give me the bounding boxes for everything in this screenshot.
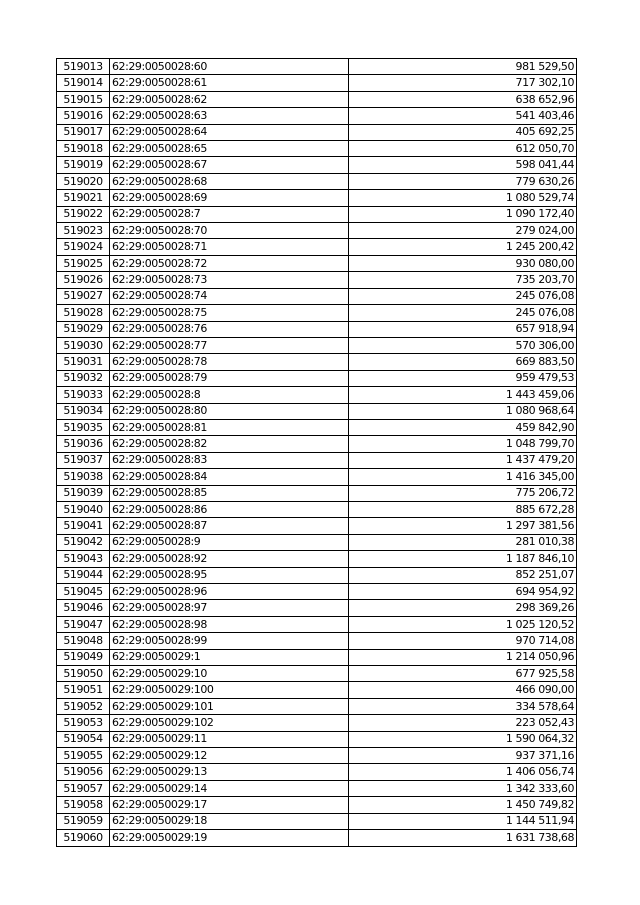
table-row [57, 157, 577, 173]
cadastral-value-cell: 1 450 749,82 [349, 797, 577, 813]
cadastral-value-cell: 1 245 200,42 [349, 239, 577, 255]
cadastral-number-cell: 62:29:0050028:70 [110, 223, 349, 239]
cadastral-value-cell: 334 578,64 [349, 698, 577, 714]
cadastral-number-cell: 62:29:0050028:9 [110, 534, 349, 550]
table-row [57, 731, 577, 747]
cadastral-number-cell: 62:29:0050028:65 [110, 141, 349, 157]
row-number-cell: 519053 [57, 715, 110, 731]
cadastral-number-cell: 62:29:0050029:17 [110, 797, 349, 813]
row-number-cell: 519054 [57, 731, 110, 747]
cadastral-number-cell: 62:29:0050028:80 [110, 403, 349, 419]
table-row [57, 75, 577, 91]
row-number-cell: 519030 [57, 337, 110, 353]
row-number-cell: 519038 [57, 469, 110, 485]
cadastral-number-cell: 62:29:0050028:60 [110, 59, 349, 75]
table-row [57, 452, 577, 468]
table-row [57, 403, 577, 419]
table-row [57, 173, 577, 189]
cadastral-value-cell: 852 251,07 [349, 567, 577, 583]
row-number-cell: 519014 [57, 75, 110, 91]
row-number-cell: 519018 [57, 141, 110, 157]
row-number-cell: 519037 [57, 452, 110, 468]
table-row [57, 649, 577, 665]
cadastral-number-cell: 62:29:0050029:13 [110, 764, 349, 780]
cadastral-value-cell: 405 692,25 [349, 124, 577, 140]
cadastral-number-cell: 62:29:0050028:72 [110, 255, 349, 271]
cadastral-value-cell: 1 631 738,68 [349, 830, 577, 846]
table-row [57, 698, 577, 714]
table-row [57, 108, 577, 124]
table-row [57, 419, 577, 435]
row-number-cell: 519027 [57, 288, 110, 304]
row-number-cell: 519046 [57, 600, 110, 616]
row-number-cell: 519056 [57, 764, 110, 780]
row-number-cell: 519042 [57, 534, 110, 550]
cadastral-value-cell: 885 672,28 [349, 501, 577, 517]
table-row [57, 206, 577, 222]
table-body [57, 59, 577, 847]
cadastral-value-cell: 694 954,92 [349, 584, 577, 600]
cadastral-value-cell: 1 080 529,74 [349, 190, 577, 206]
cadastral-value-cell: 1 187 846,10 [349, 551, 577, 567]
table-row [57, 567, 577, 583]
table-row [57, 288, 577, 304]
cadastral-value-cell: 1 416 345,00 [349, 469, 577, 485]
cadastral-value-cell: 541 403,46 [349, 108, 577, 124]
cadastral-value-cell: 1 090 172,40 [349, 206, 577, 222]
cadastral-number-cell: 62:29:0050028:78 [110, 354, 349, 370]
table-row [57, 830, 577, 846]
cadastral-number-cell: 62:29:0050028:8 [110, 387, 349, 403]
cadastral-value-cell: 1 144 511,94 [349, 813, 577, 829]
cadastral-value-cell: 970 714,08 [349, 633, 577, 649]
cadastral-value-cell: 279 024,00 [349, 223, 577, 239]
cadastral-value-cell: 1 025 120,52 [349, 616, 577, 632]
row-number-cell: 519024 [57, 239, 110, 255]
cadastral-value-cell: 959 479,53 [349, 370, 577, 386]
cadastral-value-cell: 981 529,50 [349, 59, 577, 75]
table-row [57, 797, 577, 813]
cadastral-number-cell: 62:29:0050028:92 [110, 551, 349, 567]
table-row [57, 190, 577, 206]
cadastral-value-cell: 1 406 056,74 [349, 764, 577, 780]
cadastral-value-cell: 1 342 333,60 [349, 780, 577, 796]
table-row [57, 272, 577, 288]
table-row [57, 551, 577, 567]
table-row [57, 501, 577, 517]
cadastral-value-cell: 1 590 064,32 [349, 731, 577, 747]
table-row [57, 305, 577, 321]
row-number-cell: 519057 [57, 780, 110, 796]
row-number-cell: 519017 [57, 124, 110, 140]
cadastral-number-cell: 62:29:0050028:69 [110, 190, 349, 206]
cadastral-value-cell: 779 630,26 [349, 173, 577, 189]
cadastral-number-cell: 62:29:0050028:77 [110, 337, 349, 353]
table-row [57, 633, 577, 649]
cadastral-value-cell: 1 297 381,56 [349, 518, 577, 534]
cadastral-number-cell: 62:29:0050028:63 [110, 108, 349, 124]
cadastral-value-cell: 598 041,44 [349, 157, 577, 173]
cadastral-number-cell: 62:29:0050028:75 [110, 305, 349, 321]
table-row [57, 715, 577, 731]
cadastral-value-cell: 669 883,50 [349, 354, 577, 370]
cadastral-value-cell: 1 437 479,20 [349, 452, 577, 468]
cadastral-number-cell: 62:29:0050028:83 [110, 452, 349, 468]
table-row [57, 764, 577, 780]
row-number-cell: 519015 [57, 91, 110, 107]
cadastral-number-cell: 62:29:0050028:76 [110, 321, 349, 337]
row-number-cell: 519035 [57, 419, 110, 435]
cadastral-number-cell: 62:29:0050029:18 [110, 813, 349, 829]
row-number-cell: 519026 [57, 272, 110, 288]
row-number-cell: 519022 [57, 206, 110, 222]
cadastral-number-cell: 62:29:0050029:19 [110, 830, 349, 846]
row-number-cell: 519049 [57, 649, 110, 665]
row-number-cell: 519033 [57, 387, 110, 403]
cadastral-number-cell: 62:29:0050028:81 [110, 419, 349, 435]
row-number-cell: 519048 [57, 633, 110, 649]
row-number-cell: 519013 [57, 59, 110, 75]
cadastral-number-cell: 62:29:0050028:79 [110, 370, 349, 386]
row-number-cell: 519016 [57, 108, 110, 124]
table-row [57, 780, 577, 796]
cadastral-number-cell: 62:29:0050028:98 [110, 616, 349, 632]
row-number-cell: 519029 [57, 321, 110, 337]
cadastral-value-cell: 937 371,16 [349, 748, 577, 764]
row-number-cell: 519036 [57, 436, 110, 452]
cadastral-number-cell: 62:29:0050028:62 [110, 91, 349, 107]
cadastral-value-cell: 657 918,94 [349, 321, 577, 337]
cadastral-number-cell: 62:29:0050028:95 [110, 567, 349, 583]
row-number-cell: 519021 [57, 190, 110, 206]
table-row [57, 666, 577, 682]
table-row [57, 518, 577, 534]
cadastral-number-cell: 62:29:0050028:64 [110, 124, 349, 140]
row-number-cell: 519020 [57, 173, 110, 189]
cadastral-value-cell: 612 050,70 [349, 141, 577, 157]
table-row [57, 534, 577, 550]
row-number-cell: 519040 [57, 501, 110, 517]
table-row [57, 600, 577, 616]
cadastral-value-cell: 245 076,08 [349, 305, 577, 321]
table-row [57, 255, 577, 271]
table-row [57, 485, 577, 501]
row-number-cell: 519039 [57, 485, 110, 501]
table-row [57, 682, 577, 698]
table-row [57, 337, 577, 353]
table-row [57, 141, 577, 157]
row-number-cell: 519055 [57, 748, 110, 764]
row-number-cell: 519032 [57, 370, 110, 386]
cadastral-number-cell: 62:29:0050028:87 [110, 518, 349, 534]
cadastral-value-cell: 1 443 459,06 [349, 387, 577, 403]
table-row [57, 584, 577, 600]
cadastral-number-cell: 62:29:0050028:61 [110, 75, 349, 91]
table-row [57, 813, 577, 829]
cadastral-value-cell: 223 052,43 [349, 715, 577, 731]
row-number-cell: 519052 [57, 698, 110, 714]
table-row [57, 469, 577, 485]
table-row [57, 239, 577, 255]
cadastral-value-cell: 459 842,90 [349, 419, 577, 435]
table-row [57, 387, 577, 403]
cadastral-value-cell: 638 652,96 [349, 91, 577, 107]
table-row [57, 436, 577, 452]
cadastral-number-cell: 62:29:0050028:97 [110, 600, 349, 616]
table-row [57, 354, 577, 370]
cadastral-value-cell: 930 080,00 [349, 255, 577, 271]
cadastral-number-cell: 62:29:0050028:84 [110, 469, 349, 485]
row-number-cell: 519058 [57, 797, 110, 813]
cadastral-value-cell: 1 214 050,96 [349, 649, 577, 665]
cadastral-value-cell: 245 076,08 [349, 288, 577, 304]
cadastral-number-cell: 62:29:0050029:11 [110, 731, 349, 747]
cadastral-number-cell: 62:29:0050028:67 [110, 157, 349, 173]
cadastral-value-cell: 298 369,26 [349, 600, 577, 616]
row-number-cell: 519019 [57, 157, 110, 173]
table-row [57, 124, 577, 140]
row-number-cell: 519025 [57, 255, 110, 271]
cadastral-value-cell: 1 080 968,64 [349, 403, 577, 419]
row-number-cell: 519034 [57, 403, 110, 419]
cadastral-number-cell: 62:29:0050028:68 [110, 173, 349, 189]
table-row [57, 321, 577, 337]
row-number-cell: 519047 [57, 616, 110, 632]
cadastral-number-cell: 62:29:0050028:7 [110, 206, 349, 222]
cadastral-number-cell: 62:29:0050029:1 [110, 649, 349, 665]
row-number-cell: 519028 [57, 305, 110, 321]
cadastral-number-cell: 62:29:0050028:74 [110, 288, 349, 304]
cadastral-number-cell: 62:29:0050028:82 [110, 436, 349, 452]
row-number-cell: 519023 [57, 223, 110, 239]
cadastral-number-cell: 62:29:0050029:14 [110, 780, 349, 796]
cadastral-number-cell: 62:29:0050029:10 [110, 666, 349, 682]
table-row [57, 223, 577, 239]
row-number-cell: 519044 [57, 567, 110, 583]
cadastral-number-cell: 62:29:0050028:96 [110, 584, 349, 600]
cadastral-number-cell: 62:29:0050028:86 [110, 501, 349, 517]
cadastral-number-cell: 62:29:0050028:71 [110, 239, 349, 255]
cadastral-number-cell: 62:29:0050029:102 [110, 715, 349, 731]
row-number-cell: 519051 [57, 682, 110, 698]
cadastral-number-cell: 62:29:0050028:73 [110, 272, 349, 288]
cadastral-number-cell: 62:29:0050029:12 [110, 748, 349, 764]
row-number-cell: 519041 [57, 518, 110, 534]
table-row [57, 370, 577, 386]
cadastral-value-cell: 570 306,00 [349, 337, 577, 353]
table-row [57, 616, 577, 632]
table-row [57, 91, 577, 107]
table-row [57, 748, 577, 764]
cadastral-number-cell: 62:29:0050028:99 [110, 633, 349, 649]
row-number-cell: 519043 [57, 551, 110, 567]
cadastral-value-cell: 677 925,58 [349, 666, 577, 682]
cadastral-value-cell: 717 302,10 [349, 75, 577, 91]
row-number-cell: 519050 [57, 666, 110, 682]
cadastral-value-cell: 466 090,00 [349, 682, 577, 698]
row-number-cell: 519045 [57, 584, 110, 600]
cadastral-value-cell: 735 203,70 [349, 272, 577, 288]
cadastral-value-cell: 1 048 799,70 [349, 436, 577, 452]
row-number-cell: 519059 [57, 813, 110, 829]
table-row [57, 59, 577, 75]
row-number-cell: 519060 [57, 830, 110, 846]
cadastral-number-cell: 62:29:0050028:85 [110, 485, 349, 501]
cadastral-number-cell: 62:29:0050029:101 [110, 698, 349, 714]
cadastral-value-table [56, 58, 577, 847]
row-number-cell: 519031 [57, 354, 110, 370]
cadastral-value-cell: 281 010,38 [349, 534, 577, 550]
cadastral-value-cell: 775 206,72 [349, 485, 577, 501]
cadastral-number-cell: 62:29:0050029:100 [110, 682, 349, 698]
